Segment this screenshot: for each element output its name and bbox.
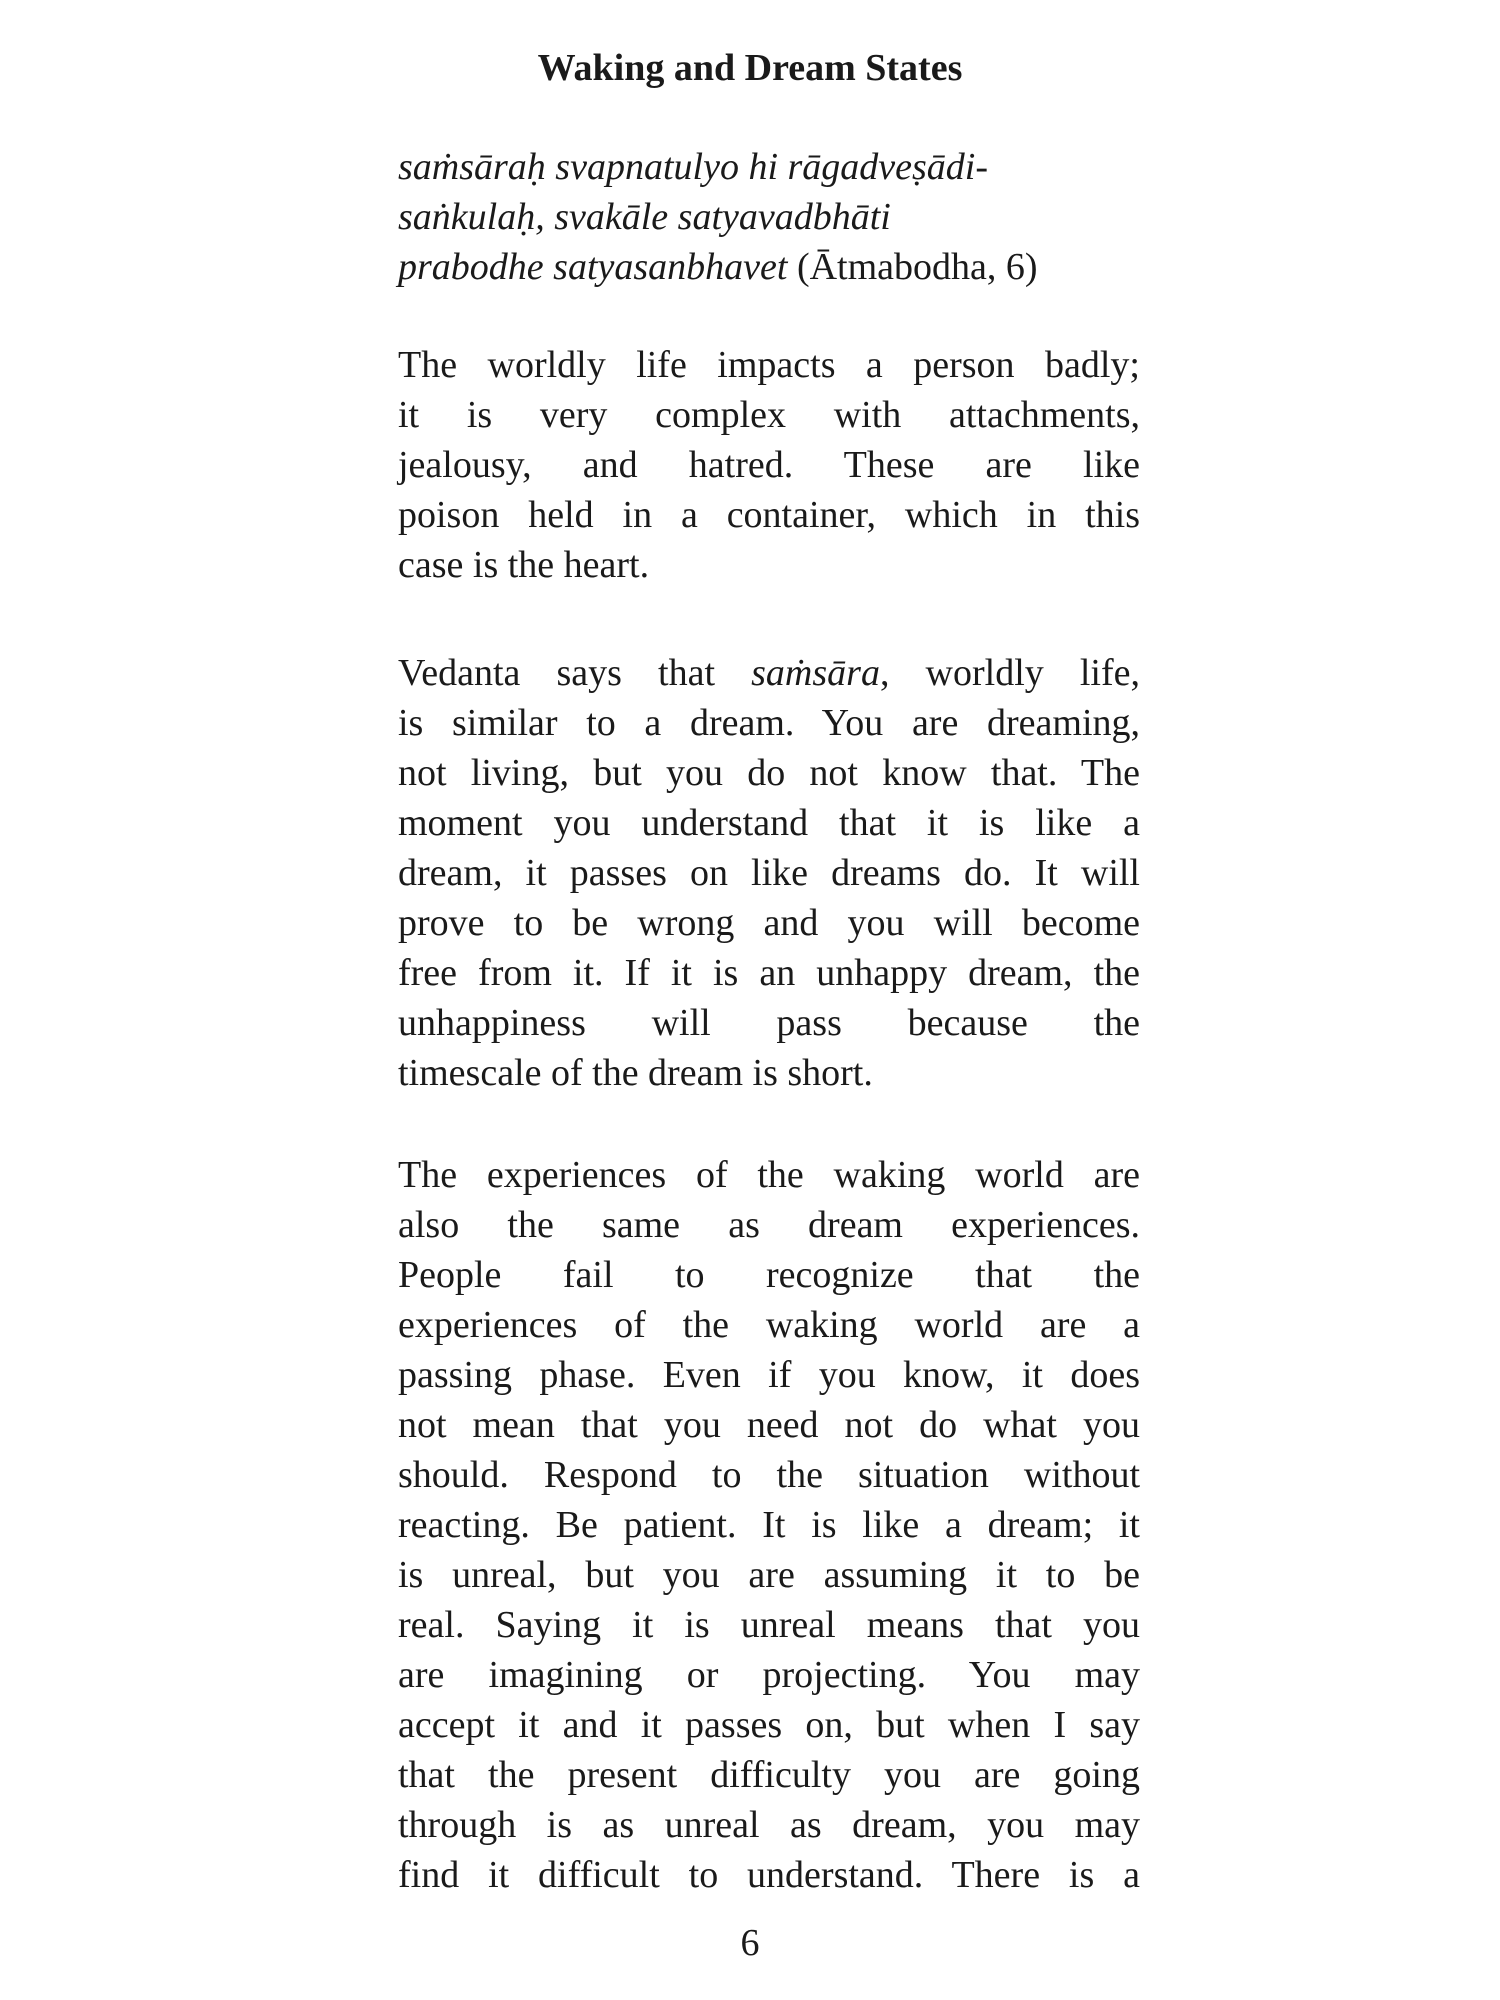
text-line: reacting. Be patient. It is like a dream; it — [398, 1504, 1140, 1546]
text-line: that the present difficulty you are going — [398, 1754, 1140, 1796]
text-line: moment you understand that it is like a — [398, 802, 1140, 844]
verse-citation: (Ātmabodha, 6) — [796, 246, 1038, 288]
text-line: The worldly life impacts a person badly; — [398, 344, 1140, 386]
text-line: it is very complex with attachments, — [398, 394, 1140, 436]
text-line: unhappiness will pass because the — [398, 1002, 1140, 1044]
text-line: timescale of the dream is short. — [398, 1052, 873, 1094]
text-line: are imagining or projecting. You may — [398, 1654, 1140, 1696]
text-line: passing phase. Even if you know, it does — [398, 1354, 1140, 1396]
text-line — [398, 648, 1140, 698]
paragraph-waking-world — [398, 1150, 1140, 1900]
text-line: through is as unreal as dream, you may — [398, 1804, 1140, 1846]
text-line: experiences of the waking world are a — [398, 1304, 1140, 1346]
text-line: jealousy, and hatred. These are like — [398, 444, 1140, 486]
verse-line: saṅkulaḥ, svakāle satyavadbhāti — [398, 196, 891, 238]
text-line: not living, but you do not know that. The — [398, 752, 1140, 794]
paragraph-worldly-life — [398, 340, 1140, 590]
text-line: also the same as dream experiences. — [398, 1204, 1140, 1246]
text-line: dream, it passes on like dreams do. It will — [398, 852, 1140, 894]
text-line: not mean that you need not do what you — [398, 1404, 1140, 1446]
text-line: real. Saying it is unreal means that you — [398, 1604, 1140, 1646]
italic-term: saṁsāra — [751, 652, 880, 694]
text-line: find it difficult to understand. There is a — [398, 1854, 1140, 1896]
page-title: Waking and Dream States — [537, 47, 963, 89]
page-number: 6 — [740, 1922, 760, 1964]
text-line: is unreal, but you are assuming it to be — [398, 1554, 1140, 1596]
text-line: prove to be wrong and you will become — [398, 902, 1140, 944]
text-fragment: Vedanta says that — [398, 652, 716, 694]
text-line: case is the heart. — [398, 544, 650, 586]
text-fragment: , worldly life, — [879, 652, 1141, 694]
text-line: is similar to a dream. You are dreaming, — [398, 702, 1140, 744]
paragraph-vedanta — [398, 648, 1140, 1098]
sanskrit-verse — [398, 142, 1138, 292]
verse-transliteration: prabodhe satyasanbhavet — [398, 246, 788, 288]
text-line: poison held in a container, which in this — [398, 494, 1140, 536]
verse-line — [398, 242, 1138, 292]
text-line: accept it and it passes on, but when I say — [398, 1704, 1140, 1746]
text-line: People fail to recognize that the — [398, 1254, 1140, 1296]
text-line: free from it. If it is an unhappy dream, the — [398, 952, 1140, 994]
verse-line: saṁsāraḥ svapnatulyo hi rāgadveṣādi- — [398, 146, 989, 188]
text-line: The experiences of the waking world are — [398, 1154, 1140, 1196]
text-line: should. Respond to the situation without — [398, 1454, 1140, 1496]
